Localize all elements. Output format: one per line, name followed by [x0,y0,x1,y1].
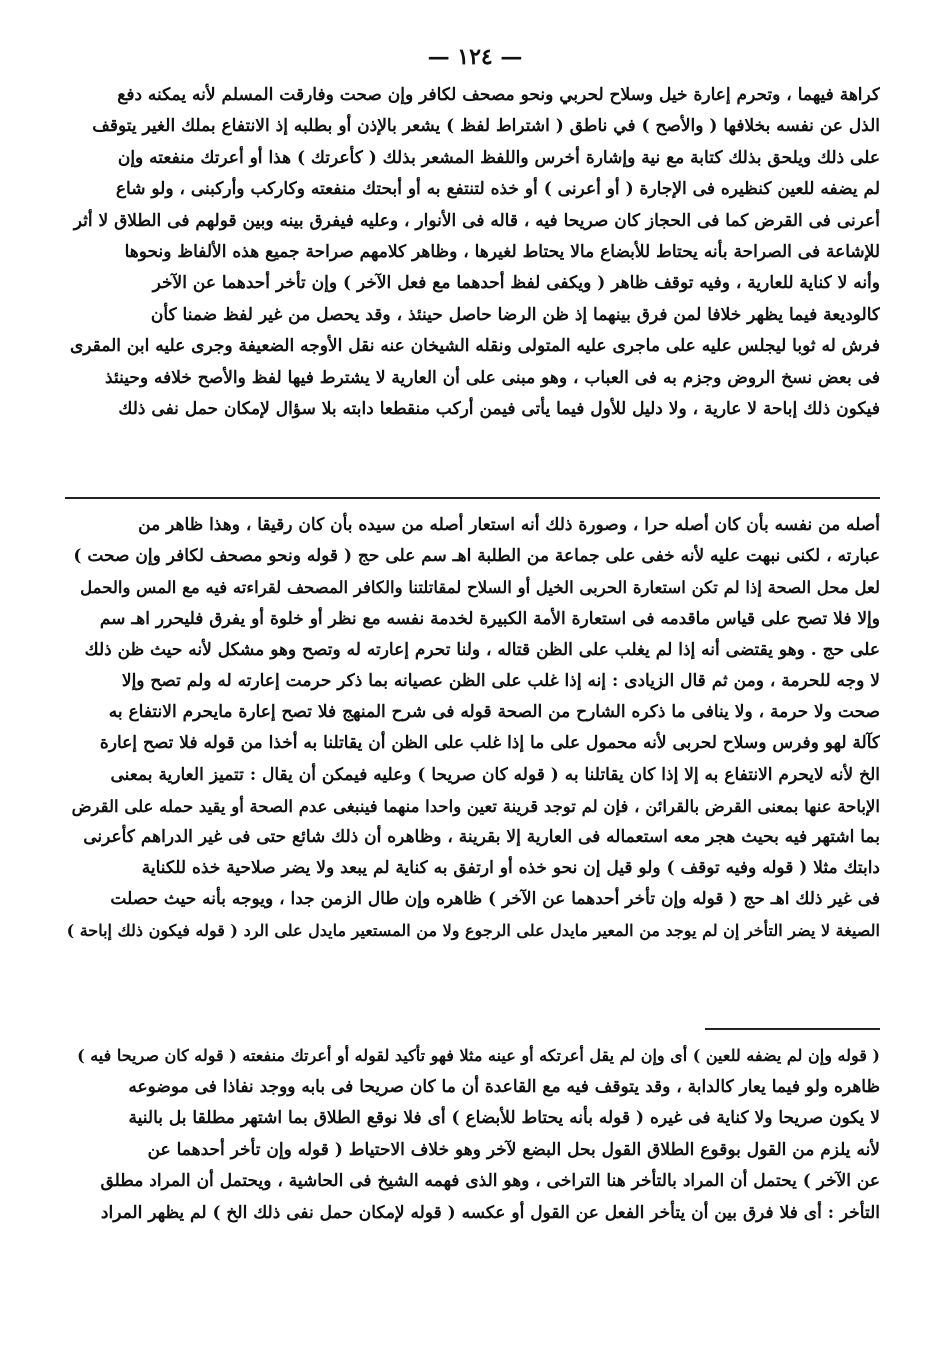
commentary-line: دابتك مثلا ( قوله وفيه توقف ) ولو قيل إن نحو خذه أو ارتفق به كناية لم يبعد ولا يضر صلاحية خذه للكناية [141,858,880,879]
commentary-line: الصيغة لا يضر التأخر إن لم يوجد من المعير مايدل على الرجوع ولا من المستعير مايدل على الرد ( قوله فيكون ذلك إباحة ) [66,921,880,941]
commentary-line: فى غير ذلك اهـ حج ( قوله وإن تأخر أحدهما عن الآخر ) ظاهره وإن طال الزمن جدا ، ويوجه بأنه حيث حصلت [110,889,880,910]
commentary-line: بما اشتهر فيه بحيث هجر معه استعماله فى العارية إلا بقرينة ، وظاهره أن ذلك شائع حتى فى غير الدراهم كأعرنى [83,826,880,847]
commentary-block [65,510,880,947]
main-line: على ذلك ويلحق بذلك كتابة مع نية وإشارة أخرس واللفظ المشعر بذلك ( كأعرتك ) هذا أو أعرتك منفعته وإن [117,147,880,168]
commentary-line: كآلة لهو وفرس وسلاح لحربى لأنه محمول على ما إذا غلب على الظن أن يقاتلنا به أخذا من قوله فلا تصح إعارة [99,733,880,754]
footnote-line: التأخر : أى فلا فرق بين أن يتأخر الفعل عن القول أو عكسه ( قوله لإمكان حمل نفى ذلك الخ ) لم يظهر المراد [100,1202,880,1223]
main-line: للإشاعة فى الصراحة بأنه يحتاط للأبضاع مالا يحتاط لغيرها ، وظاهر كلامهم صراحة جميع هذه الألفاظ ونحوها [124,241,880,262]
commentary-line: الخ لأنه لايحرم الانتفاع به إلا إذا كان يقاتلنا به ( قوله كان صريحا ) وعليه فيمكن أن يقال : تتميز العارية بمعنى [110,764,880,785]
main-line: كراهة فيهما ، وتحرم إعارة خيل وسلاح لحربي ونحو مصحف لكافر وإن صحت وفارقت المسلم لأنه يمكنه دفع [117,85,880,105]
commentary-line: لعل محل الصحة إذا لم تكن استعارة الحربى الخيل أو السلاح لمقاتلتنا والكافر المصحف لقراءته فيه مع المس والحمل [80,578,880,598]
main-line: فرش له ثوبا ليجلس عليه على ماجرى عليه المتولى ونقله الشيخان عنه نقل الأوجه الضعيفة وجرى عليه ابن المقرى [69,336,880,357]
main-line: لم يضفه للعين كنظيره فى الإجارة ( أو أعرنى ) أو خذه لتنتفع به أو أبحتك منفعته وكاركب وأركبنى ، ولو شاع [115,179,880,200]
commentary-line: عبارته ، لكنى نبهت عليه لأنه خفى على جماعة من الطلبة اهـ سم على حج ( قوله ونحو مصحف لكافر وإن صحت ) [73,546,880,567]
commentary-line: الإباحة عنها بمعنى القرض بالقرائن ، فإن لم توجد قرينة تعين واحدا منهما فينبغى عدم الصحة أو يقيد حمله على القرض [71,796,880,816]
main-line: فى بعض نسخ الروض وجزم به فى العباب ، وهو مبنى على أن العارية لا يشترط فيها لفظ والأصح خلافه وحينئذ [105,367,880,388]
section-divider-full [65,497,880,499]
main-line: الذل عن نفسه بخلافها ( والأصح ) في ناطق ( اشتراط لفظ ) يشعر بالإذن أو بطلبه إذ الانتفاع بملك الغير يتوقف [92,116,880,137]
main-text-block [65,80,880,425]
main-line: فيكون ذلك إباحة لا عارية ، ولا دليل للأول فيما يأتى فيمن أركب منقطعا دابته بلا سؤال لإمكان حمل نفى ذلك [118,398,880,419]
commentary-line: أصله من نفسه بأن كان أصله حرا ، وصورة ذلك أنه استعار أصله من سيده بأن كان رقيقا ، وهذا ظاهر من [138,515,880,535]
main-line: أعرنى فى القرض كما فى الحجاز كان صريحا فيه ، قاله فى الأنوار ، وعليه فيفرق بينه وبين قولهم فى الطلاق لا أثر [73,210,880,231]
footnote-line: لأنه يلزم من القول بوقوع الطلاق القول بحل البضع لآخر وهو خلاف الاحتياط ( قوله وإن تأخر أحدهما عن [147,1139,880,1160]
main-line: كالوديعة فيما يظهر خلافا لمن فرق بينهما إذ ظن الرضا حاصل حينئذ ، وقد يحصل من غير لفظ ضمنا كأن [150,304,880,325]
footnote-line: ظاهره ولو فيما يعار كالدابة ، وقد يتوقف فيه مع القاعدة أن ما كان صريحا فى بابه ووجد نفاذا فى موضوعه [128,1076,880,1097]
footnote-block [65,1040,880,1230]
footnote-line: عن الآخر ) يحتمل أن المراد بالتأخر هنا التراخى ، وهو الذى فهمه الشيخ فى الحاشية ، ويحتمل أن المراد مطلق [100,1171,880,1192]
commentary-line: لا وجه للحرمة ، ومن ثم قال الزيادى : إنه إذا غلب على الظن عصيانه بما ذكر حرمت إعارته له ولم تصح وإلا [121,670,880,691]
footnote-line: ( قوله وإن لم يضفه للعين ) أى وإن لم يقل أعرتكه أو عينه مثلا فهو تأكيد لقوله أو أعرتك منفعته ( قوله كان صريحا فيه ) [77,1046,880,1065]
commentary-line: وإلا فلا تصح على قياس ماقدمه فى استعارة الأمة الكبيرة لخدمة نفسه مع نظر أو خلوة أو يفرق فليحرر اهـ سم [99,608,880,629]
page-number: — ١٢٤ — [427,44,523,70]
commentary-line: صحت ولا حرمة ، ولا ينافى ما ذكره الشارح من الصحة قوله فى شرح المنهج فلا تصح إعارة مايحرم الانتفاع به [108,702,880,723]
main-line: وأنه لا كناية للعارية ، وفيه توقف ظاهر ( ويكفى لفظ أحدهما مع فعل الآخر ) وإن تأخر أحدهما عن الآخر [152,273,880,294]
footnote-line: لا يكون صريحا ولا كناية فى غيره ( قوله بأنه يحتاط للأبضاع ) أى فلا نوقع الطلاق بما اشتهر مطلقا بل بالنية [128,1108,880,1129]
commentary-line: على حج . وهو يقتضى أنه إذا لم يغلب على الظن قتاله ، ولنا تحرم إعارته له وتصح وهو مشكل لأنه حيث ظن ذلك [84,639,880,660]
section-divider-short [705,1028,880,1030]
